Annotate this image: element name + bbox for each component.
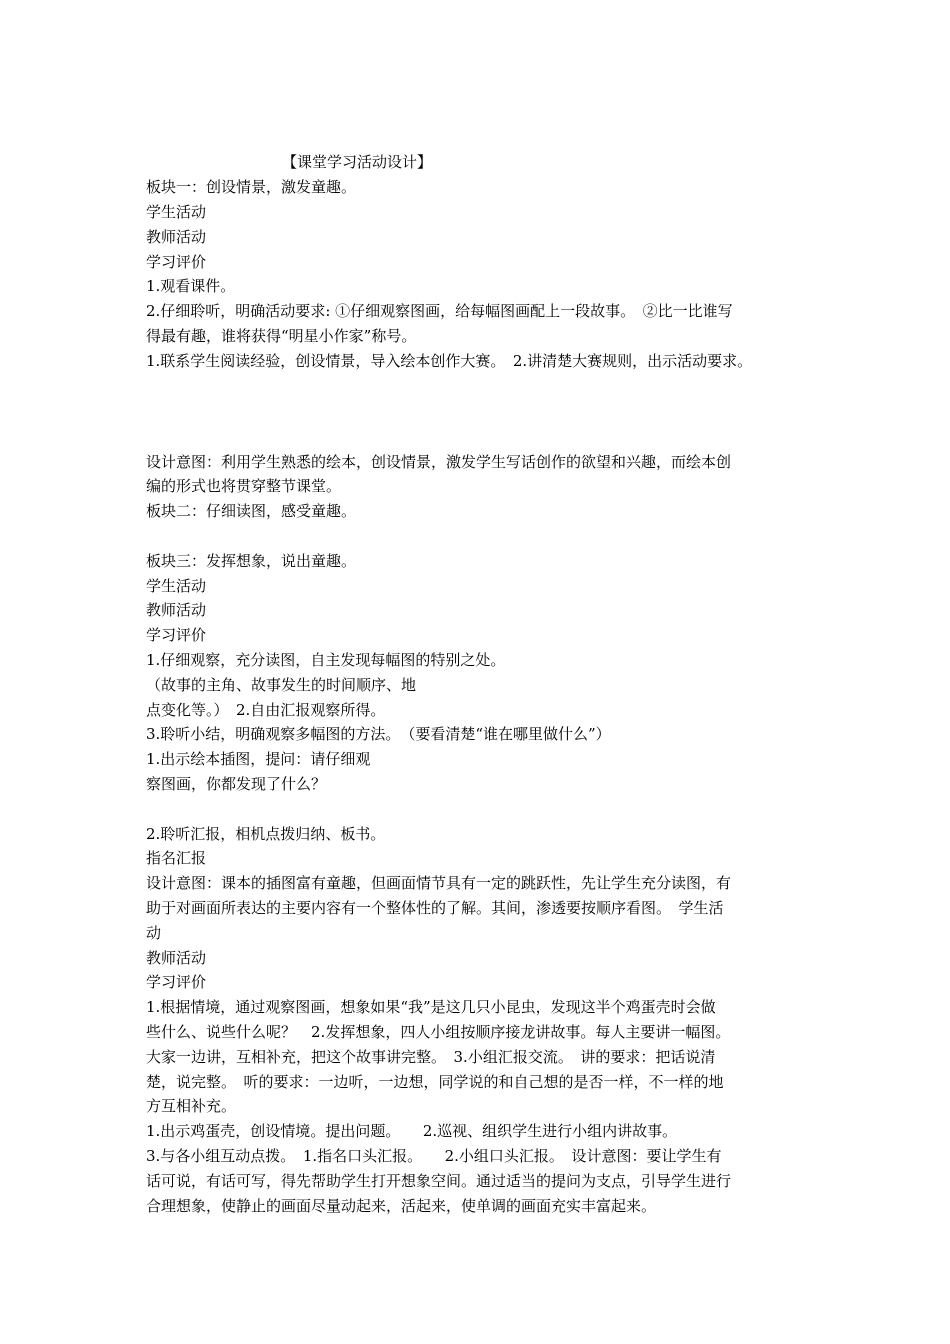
paragraph-line: 3.与各小组互动点拨。 1.指名口头汇报。 2.小组口头汇报。 设计意图：要让学生有 <box>146 1147 722 1165</box>
paragraph-line: 2.仔细聆听，明确活动要求: ①仔细观察图画，给每幅图画配上一段故事。 ②比一比谁写 <box>146 302 733 320</box>
paragraph-line: 1.出示绘本插图，提问：请仔细观 <box>146 750 371 768</box>
paragraph-line: 教师活动 <box>146 601 207 619</box>
paragraph-line: 得最有趣，谁将获得“明星小作家”称号。 <box>146 327 417 345</box>
paragraph-line: 编的形式也将贯穿整节课堂。 <box>146 477 342 495</box>
paragraph-line: 方互相补充。 <box>146 1097 237 1115</box>
paragraph-line: 学习评价 <box>146 253 207 271</box>
section-heading: 板块三：发挥想象，说出童趣。 <box>146 552 357 570</box>
paragraph-line: 设计意图：课本的插图富有童趣，但画面情节具有一定的跳跃性，先让学生充分读图，有 <box>146 874 732 892</box>
paragraph-line: 点变化等。） 2.自由汇报观察所得。 <box>146 701 386 719</box>
paragraph-line: 1.根据情境，通过观察图画，想象如果“我”是这几只小昆虫，发现这半个鸡蛋壳时会做 <box>146 998 716 1016</box>
section-heading: 板块一：创设情景，激发童趣。 <box>146 178 357 196</box>
paragraph-line: 些什么、说些什么呢？ 2.发挥想象，四人小组按顺序接龙讲故事。每人主要讲一幅图。 <box>146 1023 731 1041</box>
paragraph-line: 2.聆听汇报，相机点拨归纳、板书。 <box>146 825 386 843</box>
paragraph-line: 学习评价 <box>146 626 207 644</box>
paragraph-line: 助于对画面所表达的主要内容有一个整体性的了解。其间，渗透要按顺序看图。 学生活 <box>146 899 724 917</box>
paragraph-line: 1.观看课件。 <box>146 277 236 295</box>
paragraph-line: （故事的主角、故事发生的时间顺序、地 <box>146 676 417 694</box>
paragraph-line: 学习评价 <box>146 973 207 991</box>
paragraph-line: 合理想象，使静止的画面尽量动起来，活起来，使单调的画面充实丰富起来。 <box>146 1197 657 1215</box>
paragraph-line: 1.出示鸡蛋壳，创设情境。提出问题。 2.巡视、组织学生进行小组内讲故事。 <box>146 1122 678 1140</box>
document-title: 【课堂学习活动设计】 <box>282 153 433 171</box>
paragraph-line: 动 <box>146 924 162 942</box>
paragraph-line: 指名汇报 <box>146 849 207 867</box>
section-heading: 板块二：仔细读图，感受童趣。 <box>146 502 357 520</box>
paragraph-line: 设计意图：利用学生熟悉的绘本，创设情景，激发学生写话创作的欲望和兴趣，而绘本创 <box>146 453 732 471</box>
paragraph-line: 教师活动 <box>146 949 207 967</box>
paragraph-line: 1.仔细观察，充分读图，自主发现每幅图的特别之处。 <box>146 651 506 669</box>
paragraph-line: 大家一边讲，互相补充，把这个故事讲完整。 3.小组汇报交流。 讲的要求：把话说清 <box>146 1048 716 1066</box>
paragraph-line: 楚，说完整。 听的要求：一边听，一边想，同学说的和自己想的是否一样，不一样的地 <box>146 1073 724 1091</box>
paragraph-line: 察图画，你都发现了什么？ <box>146 775 327 793</box>
paragraph-line: 学生活动 <box>146 203 207 221</box>
paragraph-line: 1.联系学生阅读经验，创设情景，导入绘本创作大赛。 2.讲清楚大赛规则，出示活动要求。 <box>146 352 753 370</box>
paragraph-line: 学生活动 <box>146 577 207 595</box>
paragraph-line: 教师活动 <box>146 228 207 246</box>
paragraph-line: 话可说，有话可写，得先帮助学生打开想象空间。通过适当的提问为支点，引导学生进行 <box>146 1172 732 1190</box>
paragraph-line: 3.聆听小结，明确观察多幅图的方法。 （要看清楚“谁在哪里做什么”） <box>146 725 611 743</box>
